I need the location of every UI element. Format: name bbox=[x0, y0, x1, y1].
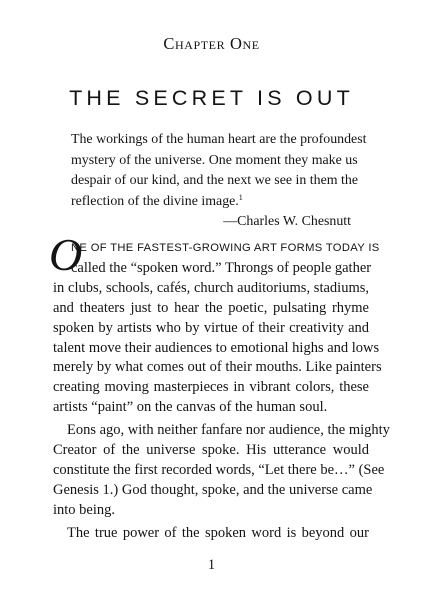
body-line: artists “paint” on the canvas of the human soul. bbox=[53, 399, 328, 416]
epigraph-line: despair of our kind, and the next we see in them the bbox=[71, 173, 358, 188]
lead-in: NE OF THE FASTEST-GROWING ART FORMS TODAY IS bbox=[71, 242, 380, 254]
body-text bbox=[49, 229, 390, 544]
body-line: and theaters just to hear the poetic, pulsating rhyme bbox=[53, 299, 369, 316]
epigraph-line: mystery of the universe. One moment they make us bbox=[71, 152, 358, 168]
body-line: constitute the first recorded words, “Let there be…” (See bbox=[53, 461, 385, 478]
body-line: Eons ago, with neither fanfare nor audience, the mighty bbox=[67, 422, 390, 439]
chapter-title: THE SECRET IS OUT bbox=[69, 86, 354, 110]
footnote-marker: 1 bbox=[238, 192, 243, 202]
epigraph bbox=[71, 130, 367, 233]
epigraph-line: The workings of the human heart are the profoundest bbox=[71, 132, 367, 147]
body-line: into being. bbox=[53, 501, 116, 518]
body-line: Genesis 1.) God thought, spoke, and the universe came bbox=[53, 481, 373, 498]
epigraph-line: reflection of the divine image. bbox=[71, 193, 239, 209]
opening-line bbox=[53, 238, 380, 259]
body-line: creating moving masterpieces in vibrant colors, these bbox=[53, 379, 369, 396]
body-line: The true power of the spoken word is beyond our bbox=[67, 524, 369, 541]
page-number: 1 bbox=[207, 557, 216, 573]
body-line: called the “spoken word.” Throngs of people gather bbox=[71, 259, 372, 276]
body-line: merely by what comes out of their mouths. Like painters bbox=[53, 359, 382, 376]
epigraph-attribution: —Charles W. Chesnutt bbox=[223, 214, 351, 229]
body-line: Creator of the universe spoke. His utterance would bbox=[53, 442, 369, 459]
chapter-label: Chapter One bbox=[163, 34, 260, 53]
body-line: spoken by artists who by virtue of their creativity and bbox=[53, 319, 369, 336]
drop-cap: O bbox=[49, 229, 83, 280]
body-line: talent move their audiences to emotional highs and lows bbox=[53, 339, 380, 356]
epigraph-last-line bbox=[71, 192, 351, 213]
body-line: in clubs, schools, cafés, church auditoriums, stadiums, bbox=[53, 279, 369, 296]
